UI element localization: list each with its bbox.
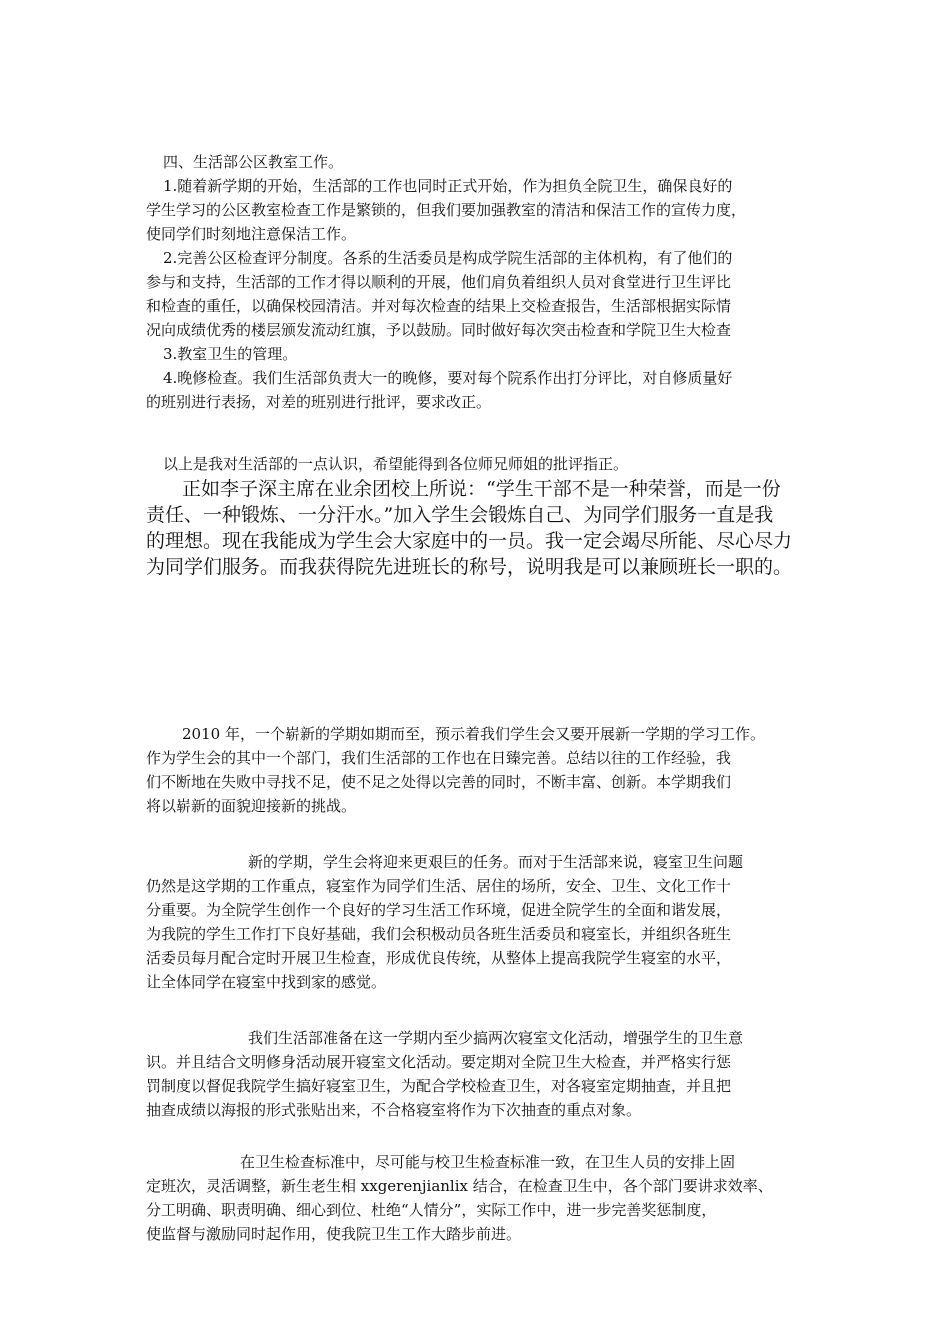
plan-standard-paragraph (146, 1150, 814, 1246)
item-2-line: 2.完善公区检查评分制度。各系的生活委员是构成学院生活部的主体机构，有了他们的 (163, 249, 733, 267)
plan-culture-line: 抽查成绩以海报的形式张贴出来，不合格寝室将作为下次抽查的重点对象。 (146, 1101, 642, 1119)
quote-line: 的理想。现在我能成为学生会大家庭中的一员。我一定会竭尽所能、尽心尽力 (146, 530, 793, 552)
plan-dorm-line: 为我院的学生工作打下良好基础，我们会积极动员各班生活委员和寝室长，并组织各班生 (146, 925, 732, 943)
plan-standard-line: 分工明确、职责明确、细心到位、杜绝“人情分”，实际工作中，进一步完善奖惩制度， (146, 1201, 717, 1219)
closing-paragraph (146, 452, 814, 476)
quote-line: 为同学们服务。而我获得院先进班长的称号，说明我是可以兼顾班长一职的。 (146, 556, 793, 578)
closing-line: 以上是我对生活部的一点认识，希望能得到各位师兄师姐的批评指正。 (163, 455, 629, 473)
item-1-line: 使同学们时刻地注意保洁工作。 (146, 225, 357, 243)
plan-dorm-line: 让全体同学在寝室中找到家的感觉。 (146, 973, 387, 991)
plan-intro-line: 2010 年，一个崭新的学期如期而至，预示着我们学生会又要开展新一学期的学习工作。 (182, 725, 765, 743)
plan-intro-line: 作为学生会的其中一个部门，我们生活部的工作也在日臻完善。总结以往的工作经验，我 (146, 749, 732, 767)
plan-culture-line: 识。并且结合文明修身活动展开寝室文化活动。要定期对全院卫生大检查，并严格实行惩 (146, 1053, 732, 1071)
plan-intro-line: 将以崭新的面貌迎接新的挑战。 (146, 797, 357, 815)
plan-culture-line: 我们生活部准备在这一学期内至少搞两次寝室文化活动，增强学生的卫生意 (248, 1029, 744, 1047)
quote-paragraph (146, 476, 814, 580)
item-4-line: 的班别进行表扬，对差的班别进行批评，要求改正。 (146, 393, 492, 411)
plan-intro-line: 们不断地在失败中寻找不足，使不足之处得以完善的同时，不断丰富、创新。本学期我们 (146, 773, 732, 791)
plan-standard-line: 定班次，灵活调整，新生老生相 xxgerenjianlix 结合，在检查卫生中，各个部门要讲求效率、 (146, 1177, 773, 1195)
item-1-line: 学生学习的公区教室检查工作是繁锁的，但我们要加强教室的清洁和保洁工作的宣传力度， (146, 201, 747, 219)
plan-culture-line: 罚制度以督促我院学生搞好寝室卫生，为配合学校检查卫生，对各寝室定期抽查，并且把 (146, 1077, 732, 1095)
quote-line: 正如李子深主席在业余团校上所说：“学生干部不是一种荣誉，而是一份 (182, 478, 781, 500)
plan-dorm-paragraph (146, 850, 814, 994)
plan-dorm-line: 分重要。为全院学生创作一个良好的学习生活工作环境，促进全院学生的全面和谐发展， (146, 901, 732, 919)
plan-intro-paragraph (146, 722, 814, 818)
item-2-line: 参与和支持，生活部的工作才得以顺利的开展，他们肩负着组织人员对食堂进行卫生评比 (146, 273, 732, 291)
plan-dorm-line: 新的学期，学生会将迎来更艰巨的任务。而对于生活部来说，寝室卫生问题 (248, 853, 744, 871)
quote-line: 责任、一种锻炼、一分汗水。”加入学生会锻炼自己、为同学们服务一直是我 (146, 504, 774, 526)
plan-dorm-line: 仍然是这学期的工作重点，寝室作为同学们生活、居住的场所，安全、卫生、文化工作十 (146, 877, 732, 895)
item-1-line: 1.随着新学期的开始，生活部的工作也同时正式开始，作为担负全院卫生，确保良好的 (163, 177, 733, 195)
section-heading: 四、生活部公区教室工作。 (163, 153, 344, 171)
item-2-line: 和检查的重任，以确保校园清洁。并对每次检查的结果上交检查报告，生活部根据实际情 (146, 297, 732, 315)
section-4 (146, 150, 814, 414)
plan-culture-paragraph (146, 1026, 814, 1122)
plan-standard-line: 在卫生检查标准中，尽可能与校卫生检查标准一致，在卫生人员的安排上固 (240, 1153, 736, 1171)
item-4-line: 4.晚修检查。我们生活部负责大一的晚修，要对每个院系作出打分评比，对自修质量好 (163, 369, 733, 387)
plan-standard-line: 使监督与激励同时起作用，使我院卫生工作大踏步前进。 (146, 1225, 522, 1243)
plan-dorm-line: 活委员每月配合定时开展卫生检查，形成优良传统，从整体上提高我院学生寝室的水平， (146, 949, 732, 967)
item-2-line: 况向成绩优秀的楼层颁发流动红旗，予以鼓励。同时做好每次突击检查和学院卫生大检查 (146, 321, 732, 339)
item-3-line: 3.教室卫生的管理。 (163, 345, 298, 363)
